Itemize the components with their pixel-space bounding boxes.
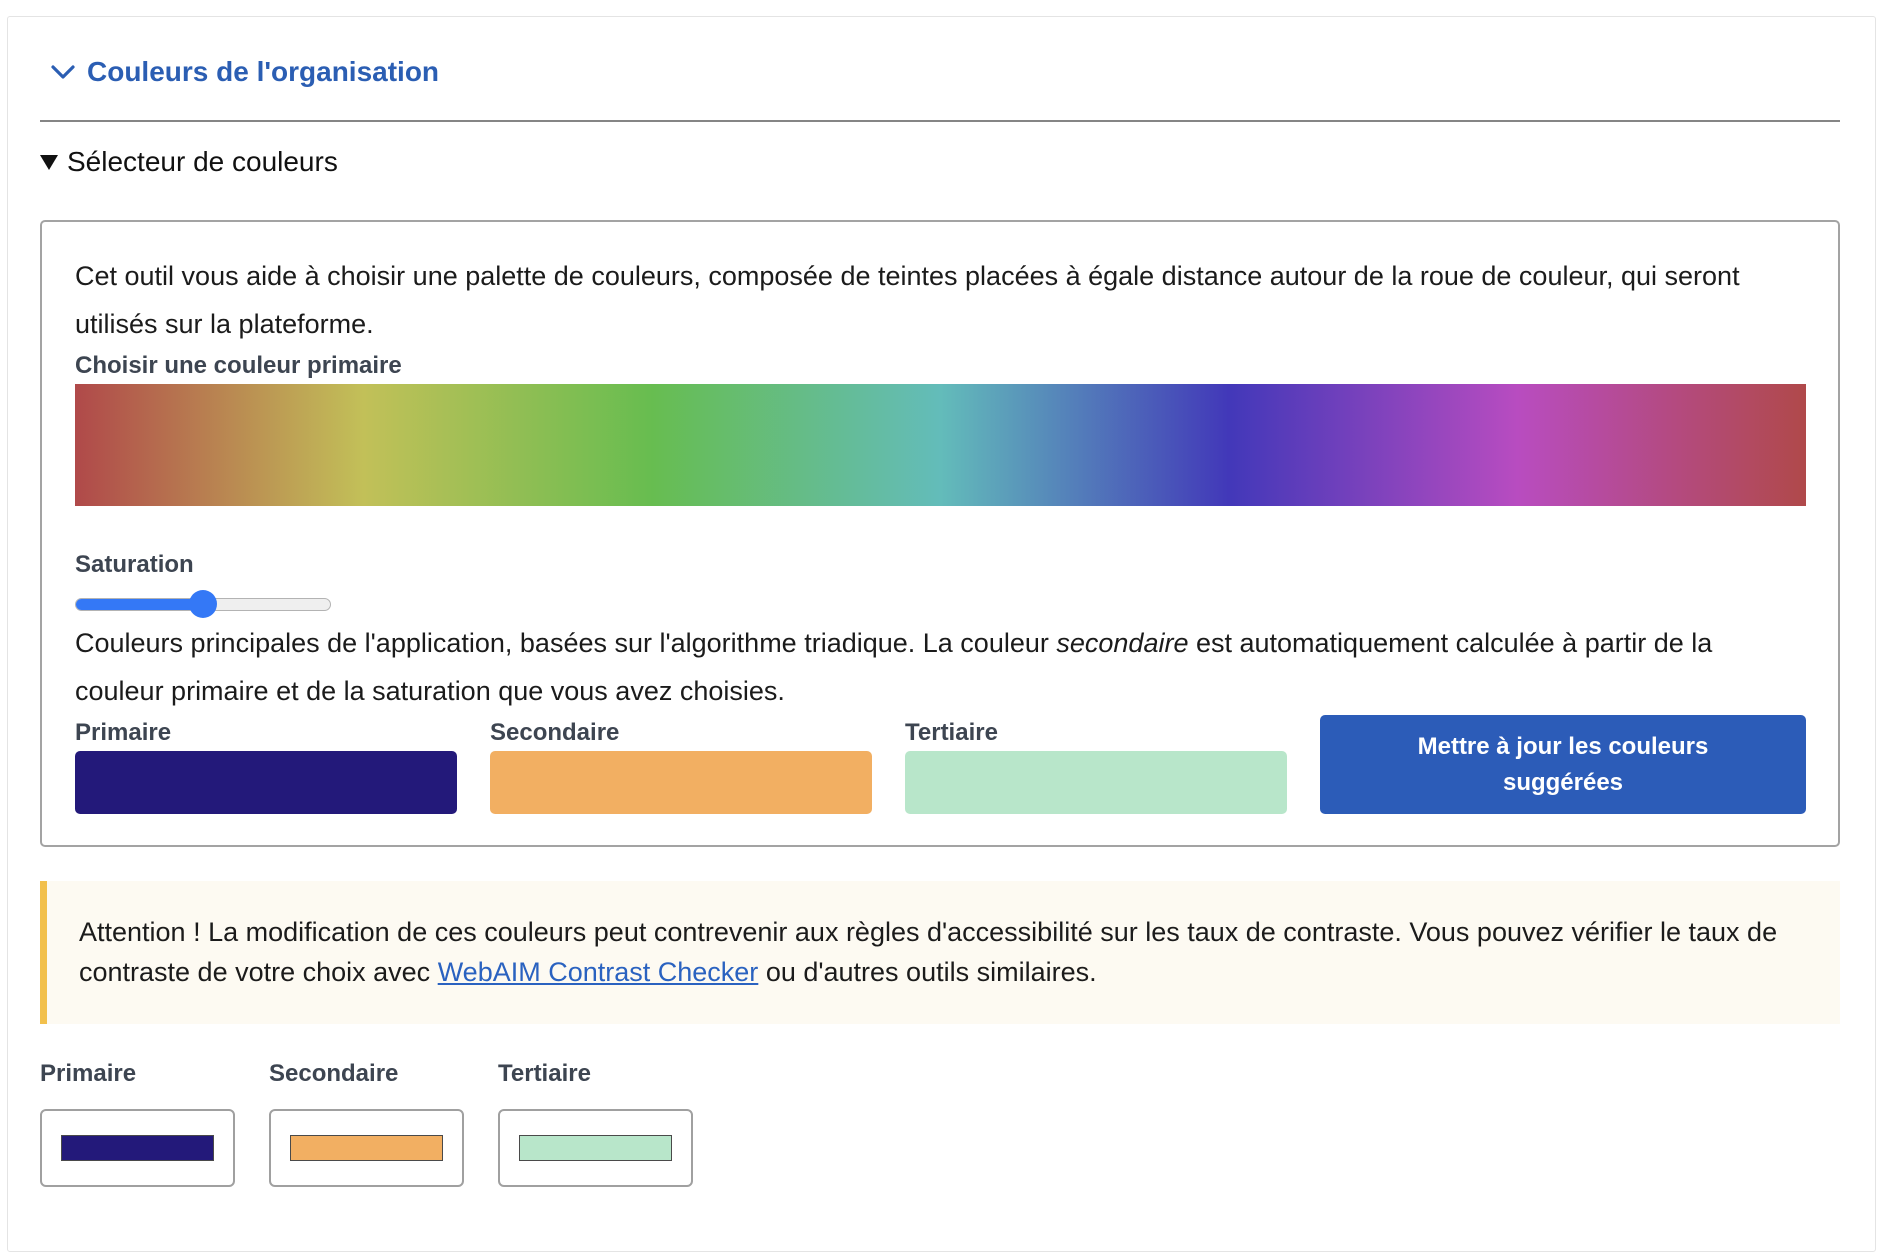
accordion-header[interactable]: [40, 44, 1840, 100]
palette-description-emphasis: secondaire: [1056, 628, 1189, 658]
primary-color-label: Choisir une couleur primaire: [75, 352, 402, 379]
chevron-down-icon: [50, 63, 76, 81]
saturation-slider[interactable]: [75, 589, 331, 619]
alert-text: Attention ! La modification de ces couleurs peut contrevenir aux règles d'accessibilité sur les taux de contraste. Vous pouvez vérifier le taux de contraste de votre choix avec: [79, 917, 1778, 987]
organization-colors-panel: [7, 16, 1876, 1252]
tertiary-swatch: [905, 751, 1287, 814]
primary-swatch: [75, 751, 457, 814]
suggested-color-label: Secondaire: [490, 719, 620, 746]
color-input-label: Tertiaire: [498, 1060, 591, 1087]
color-input-label: Primaire: [40, 1060, 137, 1087]
color-input-group-tertiary: [498, 1059, 693, 1187]
webaim-contrast-checker-link[interactable]: WebAIM Contrast Checker: [437, 957, 759, 987]
primary-color-input-swatch: [61, 1135, 214, 1161]
tertiary-color-input[interactable]: [498, 1109, 693, 1187]
color-picker-summary-label: Sélecteur de couleurs: [67, 146, 338, 177]
color-input-group-secondary: [269, 1059, 464, 1187]
contrast-warning-alert: [40, 881, 1840, 1024]
tertiary-color-input-swatch: [519, 1135, 672, 1161]
color-picker-intro: Cet outil vous aide à choisir une palette de couleurs, composée de teintes placées à égale distance autour de la roue de couleur, qui seront utilisés sur la plateforme.: [75, 261, 1740, 339]
primary-color-input[interactable]: [40, 1109, 235, 1187]
color-picker-summary[interactable]: [40, 142, 1840, 182]
secondary-swatch: [490, 751, 872, 814]
palette-description-text: est automatiquement calculée à partir de la couleur primaire et de la saturation que vous avez choisies.: [75, 628, 1713, 706]
color-input-group-primary: [40, 1059, 235, 1187]
disclosure-triangle-icon: [40, 155, 58, 170]
color-input-label: Secondaire: [269, 1060, 399, 1087]
suggested-color-label: Tertiaire: [905, 719, 998, 746]
accordion-title: Couleurs de l'organisation: [87, 56, 440, 87]
suggested-color-label: Primaire: [75, 719, 172, 746]
palette-description-text: Couleurs principales de l'application, basées sur l'algorithme triadique. La couleur: [75, 628, 1057, 658]
color-picker-box: [40, 220, 1840, 847]
saturation-slider-fill: [76, 599, 204, 610]
color-inputs: [40, 1059, 1840, 1187]
suggested-color-primary: [75, 715, 457, 814]
suggested-palette: [75, 715, 1806, 814]
hue-spectrum-picker[interactable]: [75, 384, 1806, 506]
palette-description: [75, 619, 1806, 715]
suggested-color-tertiary: [905, 715, 1287, 814]
update-suggested-colors-label: Mettre à jour les couleurs suggérées: [1417, 732, 1709, 796]
section-divider: [40, 120, 1840, 122]
secondary-color-input-swatch: [290, 1135, 443, 1161]
secondary-color-input[interactable]: [269, 1109, 464, 1187]
saturation-label: Saturation: [75, 551, 194, 578]
suggested-color-secondary: [490, 715, 872, 814]
saturation-slider-thumb[interactable]: [189, 590, 217, 618]
alert-text: ou d'autres outils similaires.: [758, 957, 1097, 987]
update-suggested-colors-button[interactable]: [1320, 715, 1806, 814]
